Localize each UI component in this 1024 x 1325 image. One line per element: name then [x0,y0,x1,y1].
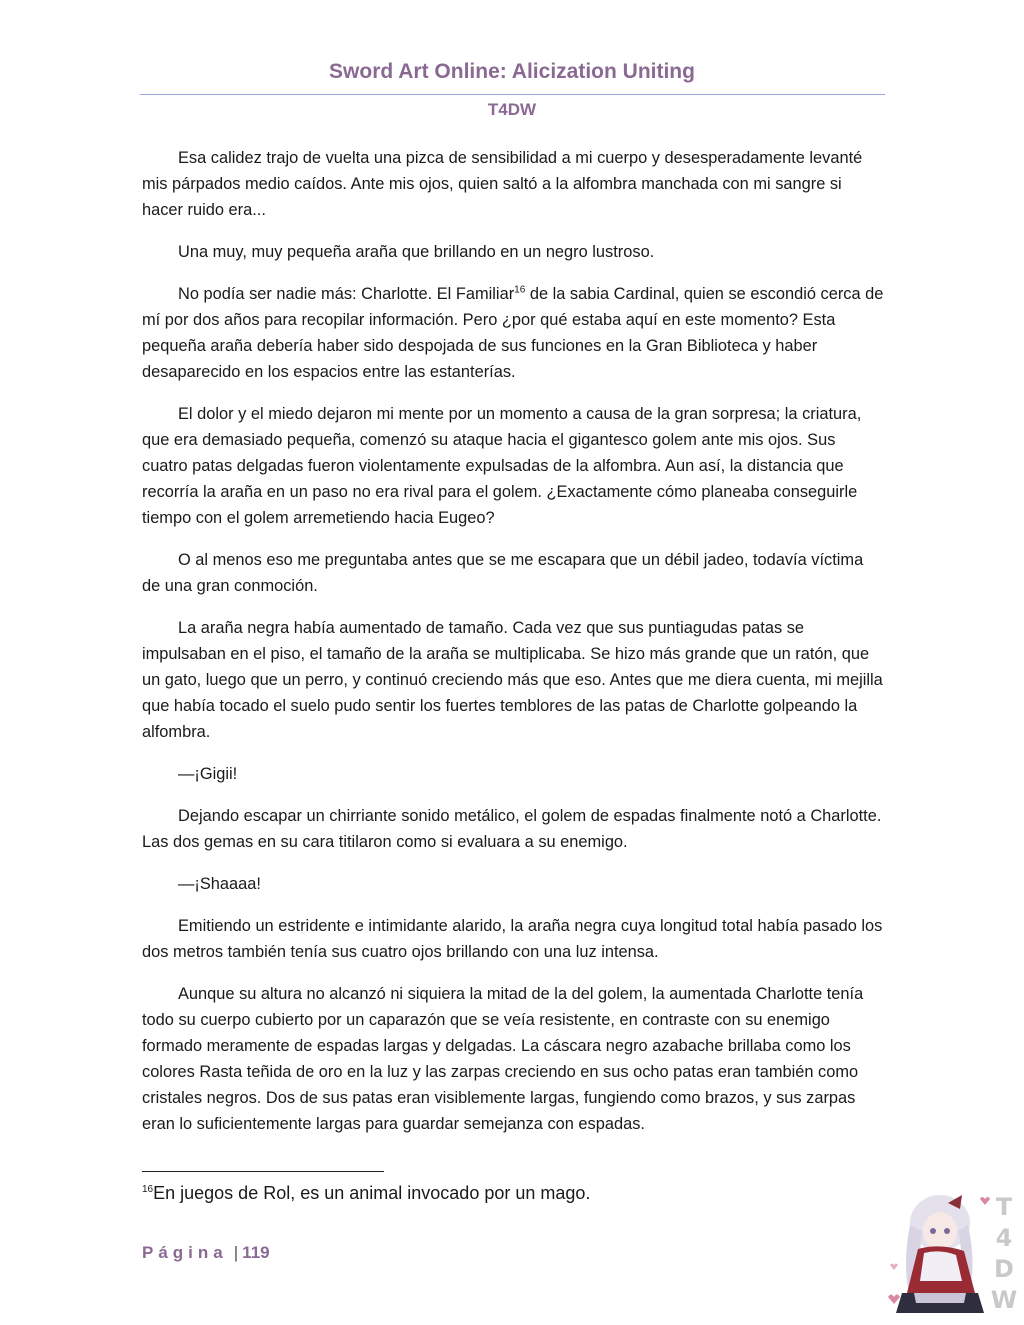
dialogue-line: —¡Shaaaa! [178,875,261,893]
paragraph: Dejando escapar un chirriante sonido metálico, el golem de espadas finalmente notó a Charlotte. Las dos gemas en su cara titilaron como si evaluara a su enemigo. [142,807,882,851]
page-number: 119 [242,1243,270,1262]
paragraph-text: No podía ser nadie más: Charlotte. El Familiar [178,285,515,303]
paragraph: Una muy, muy pequeña araña que brillando en un negro lustroso. [178,243,655,261]
paragraph-with-footnote [142,281,884,385]
document-title: Sword Art Online: Alicization Uniting [329,60,695,83]
paragraph: Esa calidez trajo de vuelta una pizca de sensibilidad a mi cuerpo y desesperadamente levanté mis párpados medio caídos. Ante mis ojos, quien saltó a la alfombra manchada con mi sangre si hacer ruido era... [142,149,863,219]
logo-letter: 4 [995,1224,1013,1252]
paragraph-text: de la sabia Cardinal, quien se escondió cerca de mí por dos años para recopilar información. Pero ¿por qué estaba aquí en este momento? Esta pequeña araña debería haber sido despojada de sus funciones en la Gran Biblioteca y haber desaparecido en los espacios entre las estanterías. [142,285,884,381]
footnote-text: En juegos de Rol, es un animal invocado por un mago. [153,1183,591,1203]
logo-letter: T [995,1193,1013,1221]
paragraph: Emitiendo un estridente e intimidante alarido, la araña negra cuya longitud total había pasado los dos metros también tenía sus cuatro ojos brillando con una luz intensa. [142,917,883,961]
paragraph: Aunque su altura no alcanzó ni siquiera la mitad de la del golem, la aumentada Charlotte tenía todo su cuerpo cubierto por un caparazón que se veía resistente, en contraste con su enemigo formado meramente de espadas largas y delgadas. La cáscara negro azabache brillaba como los colores Rasta teñida de oro en la luz y las zarpas creciendo en sus ocho patas eran también como cristales negros. Dos de sus patas eran visiblemente largas, fungiendo como brazos, y sus zarpas eran lo suficientemente largas para guardar semejanza con espadas. [142,985,864,1133]
body-text [142,145,884,1153]
paragraph: La araña negra había aumentado de tamaño. Cada vez que sus puntiagudas patas se impulsaban en el piso, el tamaño de la araña se multiplicaba. Se hizo más grande que un ratón, que un gato, luego que un perro, y continuó creciendo más que eso. Antes que me diera cuenta, mi mejilla que había tocado el suelo pudo sentir los fuertes temblores de las patas de Charlotte golpeando la alfombra. [142,619,883,741]
dialogue-line: —¡Gigii! [178,765,238,783]
footnote-divider [142,1171,384,1172]
page-footer [142,1243,270,1263]
page-separator: | [233,1243,239,1262]
logo-letter: W [990,1286,1018,1314]
document-subtitle: T4DW [487,100,537,119]
footnote-number: 16 [142,1184,154,1195]
logo-letter: D [994,1255,1014,1283]
paragraph: O al menos eso me preguntaba antes que se me escapara que un débil jadeo, todavía víctima de una gran conmoción. [142,551,864,595]
footnote-reference: 16 [514,284,526,296]
page-label: Página [142,1243,228,1262]
header-divider [140,94,885,95]
logo-letters [990,1192,1018,1316]
footnote [142,1183,842,1204]
paragraph: El dolor y el miedo dejaron mi mente por un momento a causa de la gran sorpresa; la criatura, que era demasiado pequeña, comenzó su ataque hacia el gigantesco golem ante mis ojos. Sus cuatro patas delgadas fueron violentamente expulsadas de la alfombra. Aun así, la distancia que recorría la araña en un paso no era rival para el golem. ¿Exactamente cómo planeaba conseguirle tiempo con el golem arremetiendo hacia Eugeo? [142,405,862,527]
